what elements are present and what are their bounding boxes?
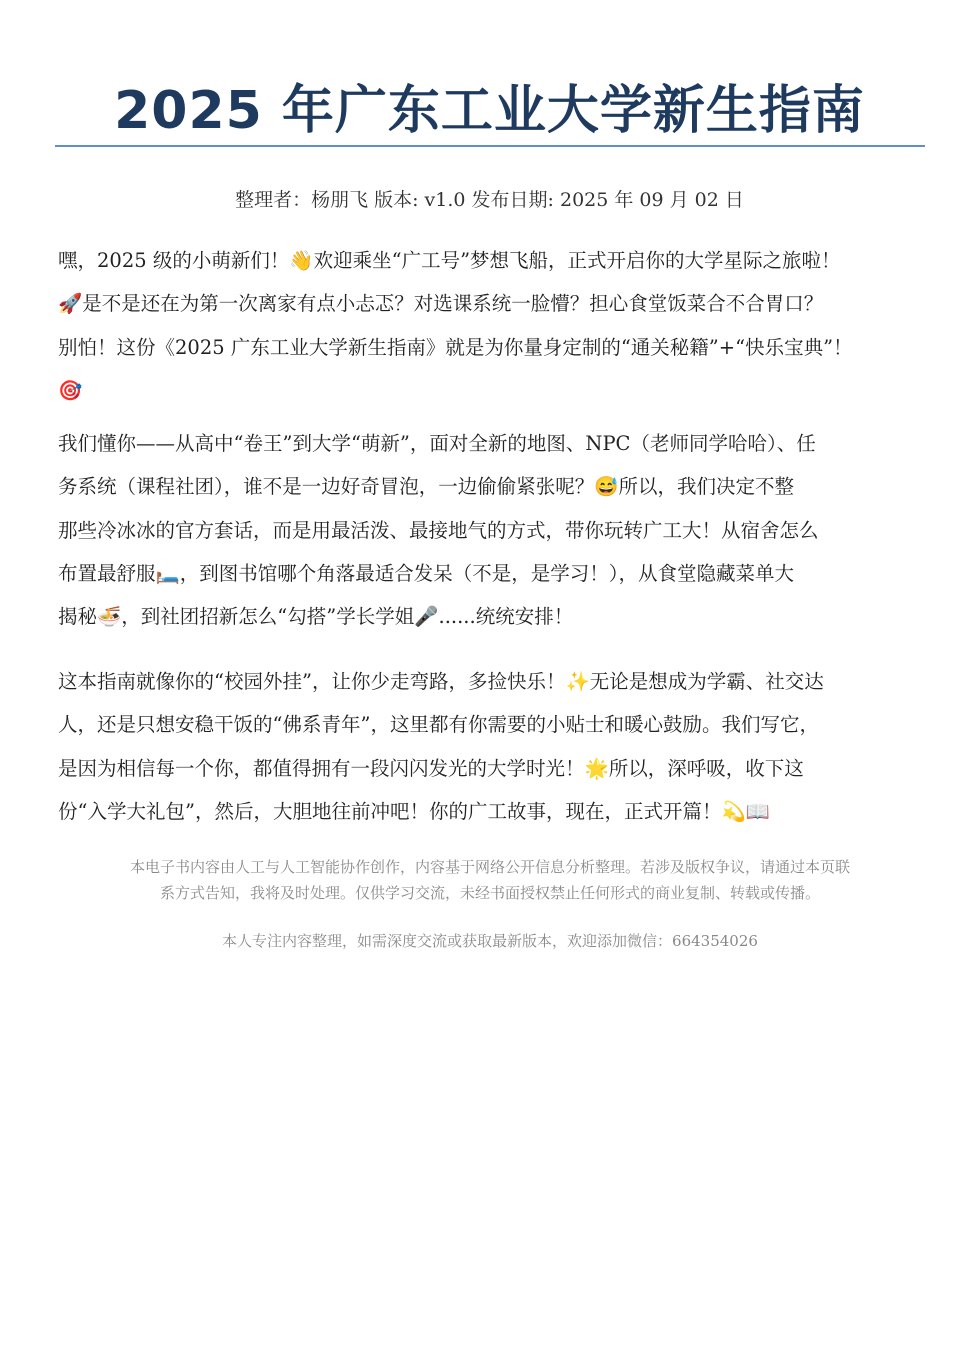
text-line: 我们懂你——从高中“卷王”到大学“萌新”，面对全新的地图、NPC（老师同学哈哈）、任 [58, 432, 816, 455]
text-line: 那些冷冰冰的官方套话，而是用最活泼、最接地气的方式，带你玩转广工大！从宿舍怎么 [58, 518, 819, 542]
text-line: 别怕！这份《2025 广东工业大学新生指南》就是为你量身定制的“通关秘籍”+“快乐宝典”！ [58, 335, 853, 359]
text-line: 人，还是只想安稳干饭的“佛系青年”，这里都有你需要的小贴士和暖心鼓励。我们写它， [58, 713, 819, 737]
text-line: 布置最舒服🛏️，到图书馆哪个角落最适合发呆（不是，是学习！），从食堂隐藏菜单大 [58, 561, 795, 585]
text-line: 揭秘🍜，到社团招新怎么“勾搭”学长学姐🎤......统统安排！ [58, 605, 574, 629]
text-line: 是因为相信每一个你，都值得拥有一段闪闪发光的大学时光！🌟所以，深呼吸，收下这 [58, 756, 804, 780]
contact-note: 本人专注内容整理，如需深度交流或获取最新版本，欢迎添加微信：664354026 [222, 932, 758, 950]
text-line: 份“入学大礼包”，然后，大胆地往前冲吧！你的广工故事，现在，正式开篇！💫📖 [58, 799, 770, 823]
document-meta: 整理者：杨朋飞 版本: v1.0 发布日期: 2025 年 09 月 02 日 [235, 189, 744, 211]
intro-paragraph-2 [58, 422, 958, 638]
text-line: 这本指南就像你的“校园外挂”，让你少走弯路，多捡快乐！✨无论是想成为学霸、社交达 [58, 670, 824, 693]
disclaimer [55, 854, 925, 906]
document-title: 2025 年广东工业大学新生指南 [114, 81, 865, 141]
text-line: 🚀是不是还在为第一次离家有点小忐忑？对选课系统一脸懵？担心食堂饭菜合不合胃口？ [58, 292, 824, 316]
title-divider [55, 145, 925, 147]
disclaimer-line: 本电子书内容由人工与人工智能协作创作，内容基于网络公开信息分析整理。若涉及版权争议，请通过本页联 [129, 858, 850, 876]
disclaimer-line: 系方式告知，我将及时处理。仅供学习交流，未经书面授权禁止任何形式的商业复制、转载或传播。 [159, 884, 820, 902]
text-line: 务系统（课程社团），谁不是一边好奇冒泡，一边偷偷紧张呢？😅所以，我们决定不整 [58, 475, 795, 499]
intro-paragraph-3 [58, 660, 958, 833]
intro-paragraph-1 [58, 239, 958, 412]
text-line: 嘿，2025 级的小萌新们！👋欢迎乘坐“广工号”梦想飞船，正式开启你的大学星际之旅啦！ [58, 249, 841, 272]
target-emoji-icon: 🎯 [58, 378, 83, 402]
